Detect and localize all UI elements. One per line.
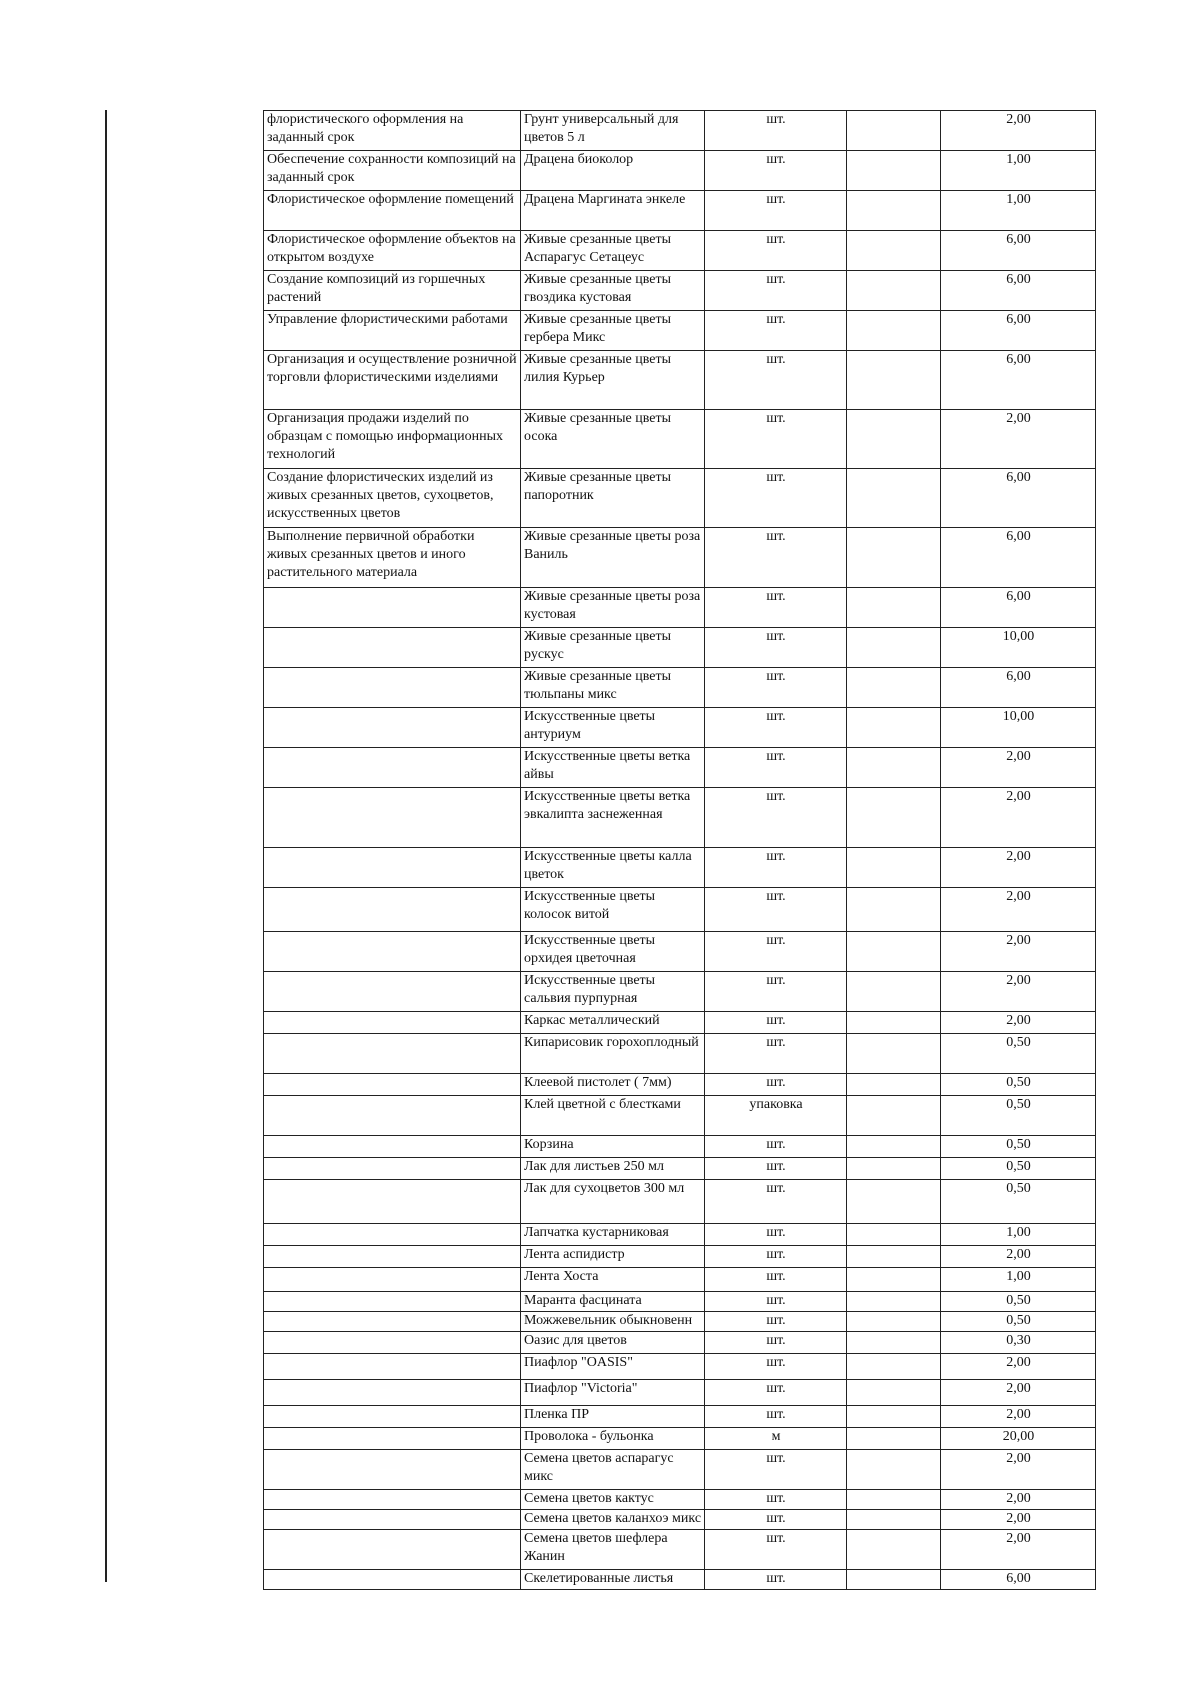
blank-cell <box>847 748 941 788</box>
item-name-cell: Пиафлор "Victoria" <box>521 1380 705 1406</box>
item-name-cell: Искусственные цветы антуриум <box>521 708 705 748</box>
quantity-cell: 2,00 <box>941 111 1096 151</box>
unit-cell: шт. <box>705 748 847 788</box>
competency-cell: флористического оформления на заданный срок <box>264 111 521 151</box>
blank-cell <box>847 1570 941 1590</box>
table-row <box>264 788 1096 848</box>
table-row <box>264 1074 1096 1096</box>
blank-cell <box>847 111 941 151</box>
blank-cell <box>847 528 941 588</box>
item-name-cell: Маранта фасцината <box>521 1292 705 1312</box>
unit-cell: шт. <box>705 1570 847 1590</box>
blank-cell <box>847 1530 941 1570</box>
item-name-cell: Живые срезанные цветы лилия Курьер <box>521 351 705 410</box>
item-name-cell: Пиафлор "OASIS" <box>521 1354 705 1380</box>
item-name-cell: Драцена биоколор <box>521 151 705 191</box>
competency-cell <box>264 1180 521 1224</box>
table-row <box>264 888 1096 932</box>
table-row <box>264 1268 1096 1292</box>
competency-cell <box>264 1530 521 1570</box>
competency-cell <box>264 972 521 1012</box>
table-row <box>264 1490 1096 1510</box>
unit-cell: шт. <box>705 1012 847 1034</box>
blank-cell <box>847 588 941 628</box>
blank-cell <box>847 469 941 528</box>
blank-cell <box>847 708 941 748</box>
item-name-cell: Семена цветов аспарагус микс <box>521 1450 705 1490</box>
item-name-cell: Искусственные цветы сальвия пурпурная <box>521 972 705 1012</box>
table-row <box>264 1406 1096 1428</box>
blank-cell <box>847 1354 941 1380</box>
item-name-cell: Искусственные цветы колосок витой <box>521 888 705 932</box>
table-row <box>264 151 1096 191</box>
item-name-cell: Живые срезанные цветы гвоздика кустовая <box>521 271 705 311</box>
blank-cell <box>847 151 941 191</box>
blank-cell <box>847 1510 941 1530</box>
unit-cell: шт. <box>705 1530 847 1570</box>
unit-cell: шт. <box>705 311 847 351</box>
unit-cell: шт. <box>705 1292 847 1312</box>
competency-cell <box>264 1268 521 1292</box>
blank-cell <box>847 1268 941 1292</box>
unit-cell: шт. <box>705 1268 847 1292</box>
unit-cell: шт. <box>705 628 847 668</box>
blank-cell <box>847 1490 941 1510</box>
table-row <box>264 1096 1096 1136</box>
blank-cell <box>847 628 941 668</box>
quantity-cell: 2,00 <box>941 848 1096 888</box>
unit-cell: шт. <box>705 668 847 708</box>
competency-cell <box>264 1490 521 1510</box>
item-name-cell: Оазис для цветов <box>521 1332 705 1354</box>
item-name-cell: Можжевельник обыкновенн <box>521 1312 705 1332</box>
table-row <box>264 1292 1096 1312</box>
quantity-cell: 0,30 <box>941 1332 1096 1354</box>
item-name-cell: Лак для сухоцветов 300 мл <box>521 1180 705 1224</box>
quantity-cell: 0,50 <box>941 1074 1096 1096</box>
item-name-cell: Лента Хоста <box>521 1268 705 1292</box>
competency-cell <box>264 1034 521 1074</box>
item-name-cell: Каркас металлический <box>521 1012 705 1034</box>
item-name-cell: Лак для листьев 250 мл <box>521 1158 705 1180</box>
competency-cell: Организация продажи изделий по образцам с помощью информационных технологий <box>264 410 521 469</box>
competency-cell <box>264 1136 521 1158</box>
quantity-cell: 6,00 <box>941 351 1096 410</box>
item-name-cell: Пленка ПР <box>521 1406 705 1428</box>
item-name-cell: Живые срезанные цветы тюльпаны микс <box>521 668 705 708</box>
blank-cell <box>847 351 941 410</box>
table-row <box>264 1332 1096 1354</box>
competency-cell <box>264 1450 521 1490</box>
competency-cell <box>264 1074 521 1096</box>
blank-cell <box>847 972 941 1012</box>
unit-cell: шт. <box>705 111 847 151</box>
unit-cell: шт. <box>705 231 847 271</box>
unit-cell: шт. <box>705 848 847 888</box>
unit-cell: шт. <box>705 1510 847 1530</box>
quantity-cell: 6,00 <box>941 1570 1096 1590</box>
quantity-cell: 2,00 <box>941 888 1096 932</box>
quantity-cell: 10,00 <box>941 628 1096 668</box>
unit-cell: шт. <box>705 588 847 628</box>
unit-cell: шт. <box>705 1224 847 1246</box>
unit-cell: упаковка <box>705 1096 847 1136</box>
table-row <box>264 231 1096 271</box>
blank-cell <box>847 932 941 972</box>
competency-cell <box>264 1158 521 1180</box>
quantity-cell: 6,00 <box>941 311 1096 351</box>
competency-cell <box>264 1354 521 1380</box>
blank-cell <box>847 1380 941 1406</box>
item-name-cell: Живые срезанные цветы Аспарагус Сетацеус <box>521 231 705 271</box>
blank-cell <box>847 410 941 469</box>
blank-cell <box>847 191 941 231</box>
blank-cell <box>847 311 941 351</box>
unit-cell: шт. <box>705 1246 847 1268</box>
competency-cell <box>264 1246 521 1268</box>
quantity-cell: 1,00 <box>941 1268 1096 1292</box>
competency-cell <box>264 708 521 748</box>
unit-cell: шт. <box>705 151 847 191</box>
quantity-cell: 2,00 <box>941 1354 1096 1380</box>
quantity-cell: 2,00 <box>941 1012 1096 1034</box>
blank-cell <box>847 1034 941 1074</box>
blank-cell <box>847 888 941 932</box>
unit-cell: шт. <box>705 1312 847 1332</box>
unit-cell: м <box>705 1428 847 1450</box>
table-row <box>264 1246 1096 1268</box>
competency-cell <box>264 1292 521 1312</box>
blank-cell <box>847 271 941 311</box>
item-name-cell: Грунт универсальный для цветов 5 л <box>521 111 705 151</box>
unit-cell: шт. <box>705 528 847 588</box>
item-name-cell: Семена цветов шефлера Жанин <box>521 1530 705 1570</box>
competency-cell <box>264 1012 521 1034</box>
item-name-cell: Скелетированные листья <box>521 1570 705 1590</box>
competency-cell: Управление флористическими работами <box>264 311 521 351</box>
competency-cell: Обеспечение сохранности композиций на заданный срок <box>264 151 521 191</box>
unit-cell: шт. <box>705 1034 847 1074</box>
competency-cell <box>264 1224 521 1246</box>
competency-cell: Организация и осуществление розничной торговли флористическими изделиями <box>264 351 521 410</box>
quantity-cell: 0,50 <box>941 1034 1096 1074</box>
table-row <box>264 748 1096 788</box>
item-name-cell: Корзина <box>521 1136 705 1158</box>
item-name-cell: Лапчатка кустарниковая <box>521 1224 705 1246</box>
competency-cell <box>264 1380 521 1406</box>
quantity-cell: 0,50 <box>941 1158 1096 1180</box>
table-row <box>264 1034 1096 1074</box>
blank-cell <box>847 1012 941 1034</box>
table-row <box>264 469 1096 528</box>
item-name-cell: Живые срезанные цветы роза Ваниль <box>521 528 705 588</box>
unit-cell: шт. <box>705 1450 847 1490</box>
unit-cell: шт. <box>705 1332 847 1354</box>
unit-cell: шт. <box>705 1158 847 1180</box>
unit-cell: шт. <box>705 972 847 1012</box>
table-row <box>264 972 1096 1012</box>
competency-cell <box>264 1406 521 1428</box>
table-row <box>264 1312 1096 1332</box>
table-row <box>264 708 1096 748</box>
blank-cell <box>847 1246 941 1268</box>
item-name-cell: Искусственные цветы орхидея цветочная <box>521 932 705 972</box>
blank-cell <box>847 1292 941 1312</box>
quantity-cell: 10,00 <box>941 708 1096 748</box>
table-row <box>264 628 1096 668</box>
unit-cell: шт. <box>705 1380 847 1406</box>
table-row <box>264 271 1096 311</box>
blank-cell <box>847 1312 941 1332</box>
quantity-cell: 6,00 <box>941 668 1096 708</box>
item-name-cell: Искусственные цветы ветка айвы <box>521 748 705 788</box>
competency-cell <box>264 932 521 972</box>
table-row <box>264 1180 1096 1224</box>
quantity-cell: 2,00 <box>941 1246 1096 1268</box>
unit-cell: шт. <box>705 888 847 932</box>
quantity-cell: 1,00 <box>941 191 1096 231</box>
item-name-cell: Драцена Маргината энкеле <box>521 191 705 231</box>
competency-cell <box>264 788 521 848</box>
unit-cell: шт. <box>705 410 847 469</box>
materials-table-body <box>264 111 1096 1590</box>
table-row <box>264 1450 1096 1490</box>
table-row <box>264 111 1096 151</box>
table-row <box>264 668 1096 708</box>
table-row <box>264 1380 1096 1406</box>
table-row <box>264 528 1096 588</box>
blank-cell <box>847 1136 941 1158</box>
table-row <box>264 1158 1096 1180</box>
table-row <box>264 848 1096 888</box>
item-name-cell: Живые срезанные цветы папоротник <box>521 469 705 528</box>
unit-cell: шт. <box>705 1136 847 1158</box>
unit-cell: шт. <box>705 469 847 528</box>
blank-cell <box>847 1332 941 1354</box>
quantity-cell: 20,00 <box>941 1428 1096 1450</box>
item-name-cell: Живые срезанные цветы гербера Микс <box>521 311 705 351</box>
quantity-cell: 6,00 <box>941 469 1096 528</box>
blank-cell <box>847 231 941 271</box>
unit-cell: шт. <box>705 788 847 848</box>
table-row <box>264 1136 1096 1158</box>
competency-cell <box>264 1332 521 1354</box>
item-name-cell: Клей цветной с блестками <box>521 1096 705 1136</box>
table-row <box>264 1428 1096 1450</box>
blank-cell <box>847 1158 941 1180</box>
competency-cell <box>264 1312 521 1332</box>
competency-cell <box>264 848 521 888</box>
quantity-cell: 1,00 <box>941 1224 1096 1246</box>
competency-cell: Флористическое оформление объектов на открытом воздухе <box>264 231 521 271</box>
quantity-cell: 2,00 <box>941 1406 1096 1428</box>
blank-cell <box>847 1096 941 1136</box>
item-name-cell: Искусственные цветы ветка эвкалипта заснеженная <box>521 788 705 848</box>
competency-cell <box>264 1428 521 1450</box>
unit-cell: шт. <box>705 1074 847 1096</box>
quantity-cell: 2,00 <box>941 1450 1096 1490</box>
blank-cell <box>847 848 941 888</box>
item-name-cell: Семена цветов каланхоэ микс <box>521 1510 705 1530</box>
unit-cell: шт. <box>705 351 847 410</box>
quantity-cell: 6,00 <box>941 528 1096 588</box>
competency-cell: Создание флористических изделий из живых срезанных цветов, сухоцветов, искусственных цветов <box>264 469 521 528</box>
table-row <box>264 1570 1096 1590</box>
item-name-cell: Проволока - бульонка <box>521 1428 705 1450</box>
quantity-cell: 6,00 <box>941 271 1096 311</box>
quantity-cell: 2,00 <box>941 1490 1096 1510</box>
quantity-cell: 0,50 <box>941 1312 1096 1332</box>
quantity-cell: 2,00 <box>941 410 1096 469</box>
unit-cell: шт. <box>705 1406 847 1428</box>
quantity-cell: 1,00 <box>941 151 1096 191</box>
blank-cell <box>847 1180 941 1224</box>
unit-cell: шт. <box>705 1180 847 1224</box>
quantity-cell: 6,00 <box>941 231 1096 271</box>
left-margin-rule <box>105 110 107 1582</box>
table-row <box>264 410 1096 469</box>
competency-cell <box>264 668 521 708</box>
competency-cell: Выполнение первичной обработки живых срезанных цветов и иного растительного материала <box>264 528 521 588</box>
table-row <box>264 1012 1096 1034</box>
blank-cell <box>847 788 941 848</box>
unit-cell: шт. <box>705 1354 847 1380</box>
blank-cell <box>847 1450 941 1490</box>
blank-cell <box>847 1074 941 1096</box>
table-row <box>264 588 1096 628</box>
item-name-cell: Живые срезанные цветы роза кустовая <box>521 588 705 628</box>
unit-cell: шт. <box>705 191 847 231</box>
quantity-cell: 0,50 <box>941 1096 1096 1136</box>
item-name-cell: Живые срезанные цветы рускус <box>521 628 705 668</box>
unit-cell: шт. <box>705 708 847 748</box>
table-row <box>264 1530 1096 1570</box>
item-name-cell: Лента аспидистр <box>521 1246 705 1268</box>
quantity-cell: 2,00 <box>941 788 1096 848</box>
competency-cell <box>264 748 521 788</box>
item-name-cell: Семена цветов кактус <box>521 1490 705 1510</box>
quantity-cell: 6,00 <box>941 588 1096 628</box>
blank-cell <box>847 1406 941 1428</box>
quantity-cell: 2,00 <box>941 972 1096 1012</box>
quantity-cell: 0,50 <box>941 1136 1096 1158</box>
table-row <box>264 311 1096 351</box>
blank-cell <box>847 668 941 708</box>
table-row <box>264 1224 1096 1246</box>
competency-cell: Флористическое оформление помещений <box>264 191 521 231</box>
competency-cell <box>264 888 521 932</box>
unit-cell: шт. <box>705 932 847 972</box>
table-row <box>264 1354 1096 1380</box>
competency-cell: Создание композиций из горшечных растений <box>264 271 521 311</box>
unit-cell: шт. <box>705 1490 847 1510</box>
quantity-cell: 2,00 <box>941 1380 1096 1406</box>
item-name-cell: Искусственные цветы калла цветок <box>521 848 705 888</box>
quantity-cell: 2,00 <box>941 748 1096 788</box>
quantity-cell: 0,50 <box>941 1292 1096 1312</box>
blank-cell <box>847 1428 941 1450</box>
item-name-cell: Кипарисовик горохоплодный <box>521 1034 705 1074</box>
quantity-cell: 2,00 <box>941 1510 1096 1530</box>
competency-cell <box>264 1510 521 1530</box>
table-row <box>264 191 1096 231</box>
competency-cell <box>264 1570 521 1590</box>
unit-cell: шт. <box>705 271 847 311</box>
quantity-cell: 0,50 <box>941 1180 1096 1224</box>
blank-cell <box>847 1224 941 1246</box>
competency-cell <box>264 628 521 668</box>
table-row <box>264 1510 1096 1530</box>
table-row <box>264 351 1096 410</box>
materials-table <box>263 110 1096 1590</box>
competency-cell <box>264 1096 521 1136</box>
item-name-cell: Клеевой пистолет ( 7мм) <box>521 1074 705 1096</box>
quantity-cell: 2,00 <box>941 1530 1096 1570</box>
table-row <box>264 932 1096 972</box>
competency-cell <box>264 588 521 628</box>
quantity-cell: 2,00 <box>941 932 1096 972</box>
item-name-cell: Живые срезанные цветы осока <box>521 410 705 469</box>
